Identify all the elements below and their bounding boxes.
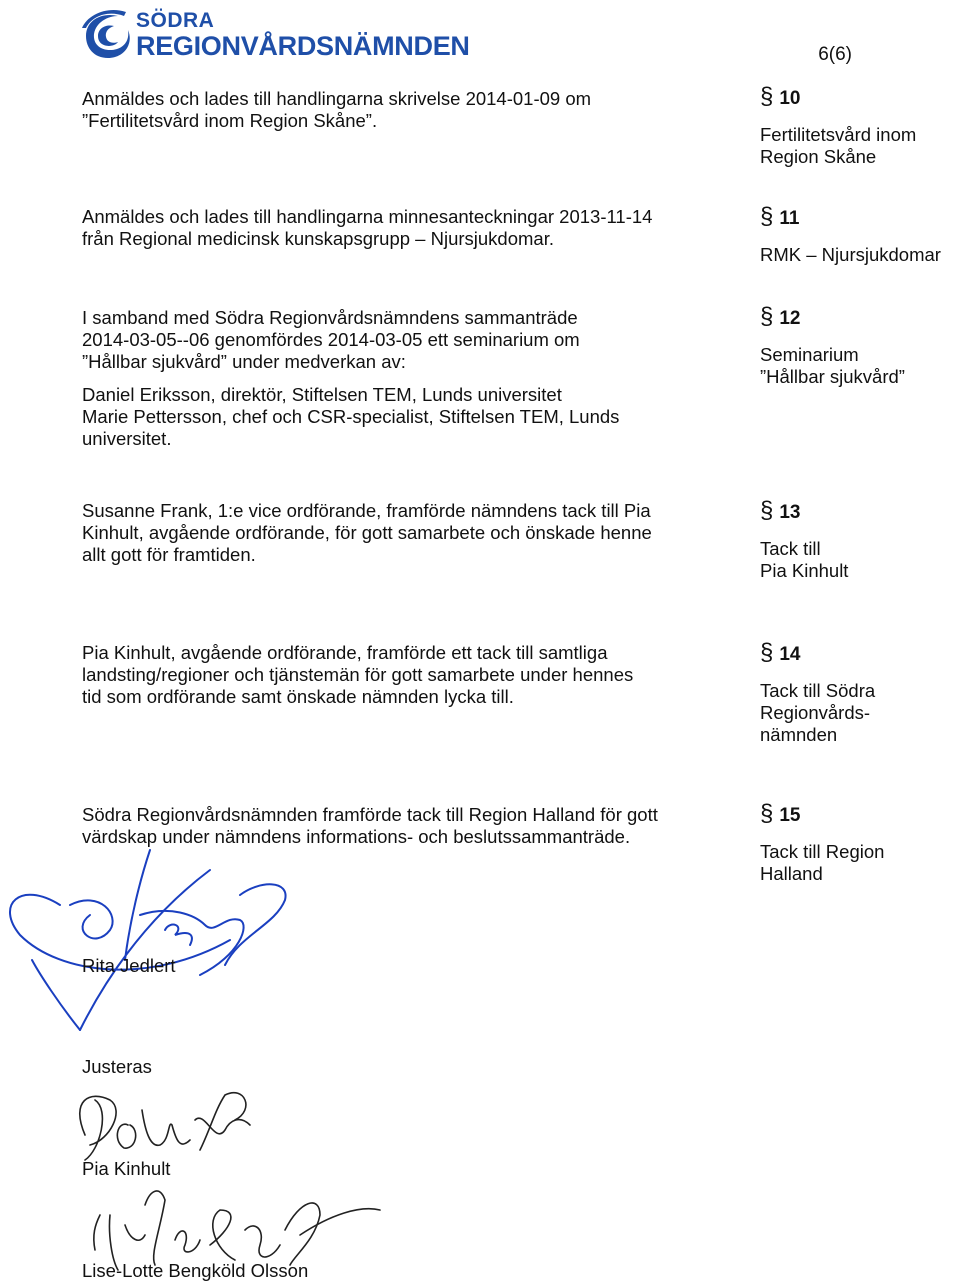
section-title-line: Seminarium	[760, 344, 859, 365]
logo-line1: SÖDRA	[136, 9, 215, 32]
logo-line2: REGIONVÅRDSNÄMNDEN	[136, 31, 470, 61]
signature-rita-jedlert	[10, 850, 286, 1030]
section-number: § 11	[760, 203, 800, 230]
text-line: Daniel Eriksson, direktör, Stiftelsen TEM, Lunds universitet	[82, 384, 562, 405]
text-line: ”Fertilitetsvård inom Region Skåne”.	[82, 110, 378, 131]
signer-name-1: Rita Jedlert	[82, 955, 176, 976]
text-line: 2014-03-05--06 genomfördes 2014-03-05 ett seminarium om	[82, 329, 580, 350]
section-number: § 13	[760, 497, 801, 524]
text-line: från Regional medicinsk kunskapsgrupp – Njursjukdomar.	[82, 228, 554, 249]
text-line: Anmäldes och lades till handlingarna minnesanteckningar 2013-11-14	[82, 206, 653, 227]
section-title-line: nämnden	[760, 724, 838, 745]
signer-name-2: Pia Kinhult	[82, 1158, 171, 1179]
section-title-line: Tack till Region	[760, 841, 885, 862]
section-number: § 15	[760, 800, 801, 827]
text-line: landsting/regioner och tjänstemän för gott samarbete under hennes	[82, 664, 634, 685]
text-line: värdskap under nämndens informations- och beslutssammanträde.	[82, 826, 631, 847]
section-title-line: Regionvårds-	[760, 702, 871, 723]
text-line: Susanne Frank, 1:e vice ordförande, framförde nämndens tack till Pia	[82, 500, 651, 521]
section-title-line: Region Skåne	[760, 146, 877, 167]
text-line: Kinhult, avgående ordförande, för gott samarbete och önskade henne	[82, 522, 652, 543]
section-title-line: RMK – Njursjukdomar	[760, 244, 941, 265]
section-number: § 12	[760, 303, 801, 330]
section-title-line: Fertilitetsvård inom	[760, 124, 917, 145]
text-line: allt gott för framtiden.	[82, 544, 256, 565]
justeras-label: Justeras	[82, 1056, 152, 1077]
text-line: Marie Pettersson, chef och CSR-specialist, Stiftelsen TEM, Lunds	[82, 406, 620, 427]
section-title-line: Tack till	[760, 538, 821, 559]
text-line: Södra Regionvårdsnämnden framförde tack till Region Halland för gott	[82, 804, 658, 825]
text-line: Pia Kinhult, avgående ordförande, framförde ett tack till samtliga	[82, 642, 608, 663]
page-number: 6(6)	[818, 44, 852, 65]
signature-pia-kinhult	[80, 1093, 250, 1160]
section-title-line: Halland	[760, 863, 823, 884]
text-line: universitet.	[82, 428, 172, 449]
text-line: tid som ordförande samt önskade nämnden lycka till.	[82, 686, 514, 707]
signer-name-3: Lise-Lotte Bengköld Olsson	[82, 1260, 309, 1281]
text-line: Anmäldes och lades till handlingarna skrivelse 2014-01-09 om	[82, 88, 592, 109]
section-title-line: Pia Kinhult	[760, 560, 849, 581]
text-line: I samband med Södra Regionvårdsnämndens sammanträde	[82, 307, 578, 328]
signature-lise-lotte-bengkold-olsson	[94, 1191, 380, 1270]
section-title-line: Tack till Södra	[760, 680, 876, 701]
section-number: § 14	[760, 639, 801, 666]
section-number: § 10	[760, 83, 801, 110]
text-line: ”Hållbar sjukvård” under medverkan av:	[82, 351, 406, 372]
section-title-line: ”Hållbar sjukvård”	[760, 366, 905, 387]
